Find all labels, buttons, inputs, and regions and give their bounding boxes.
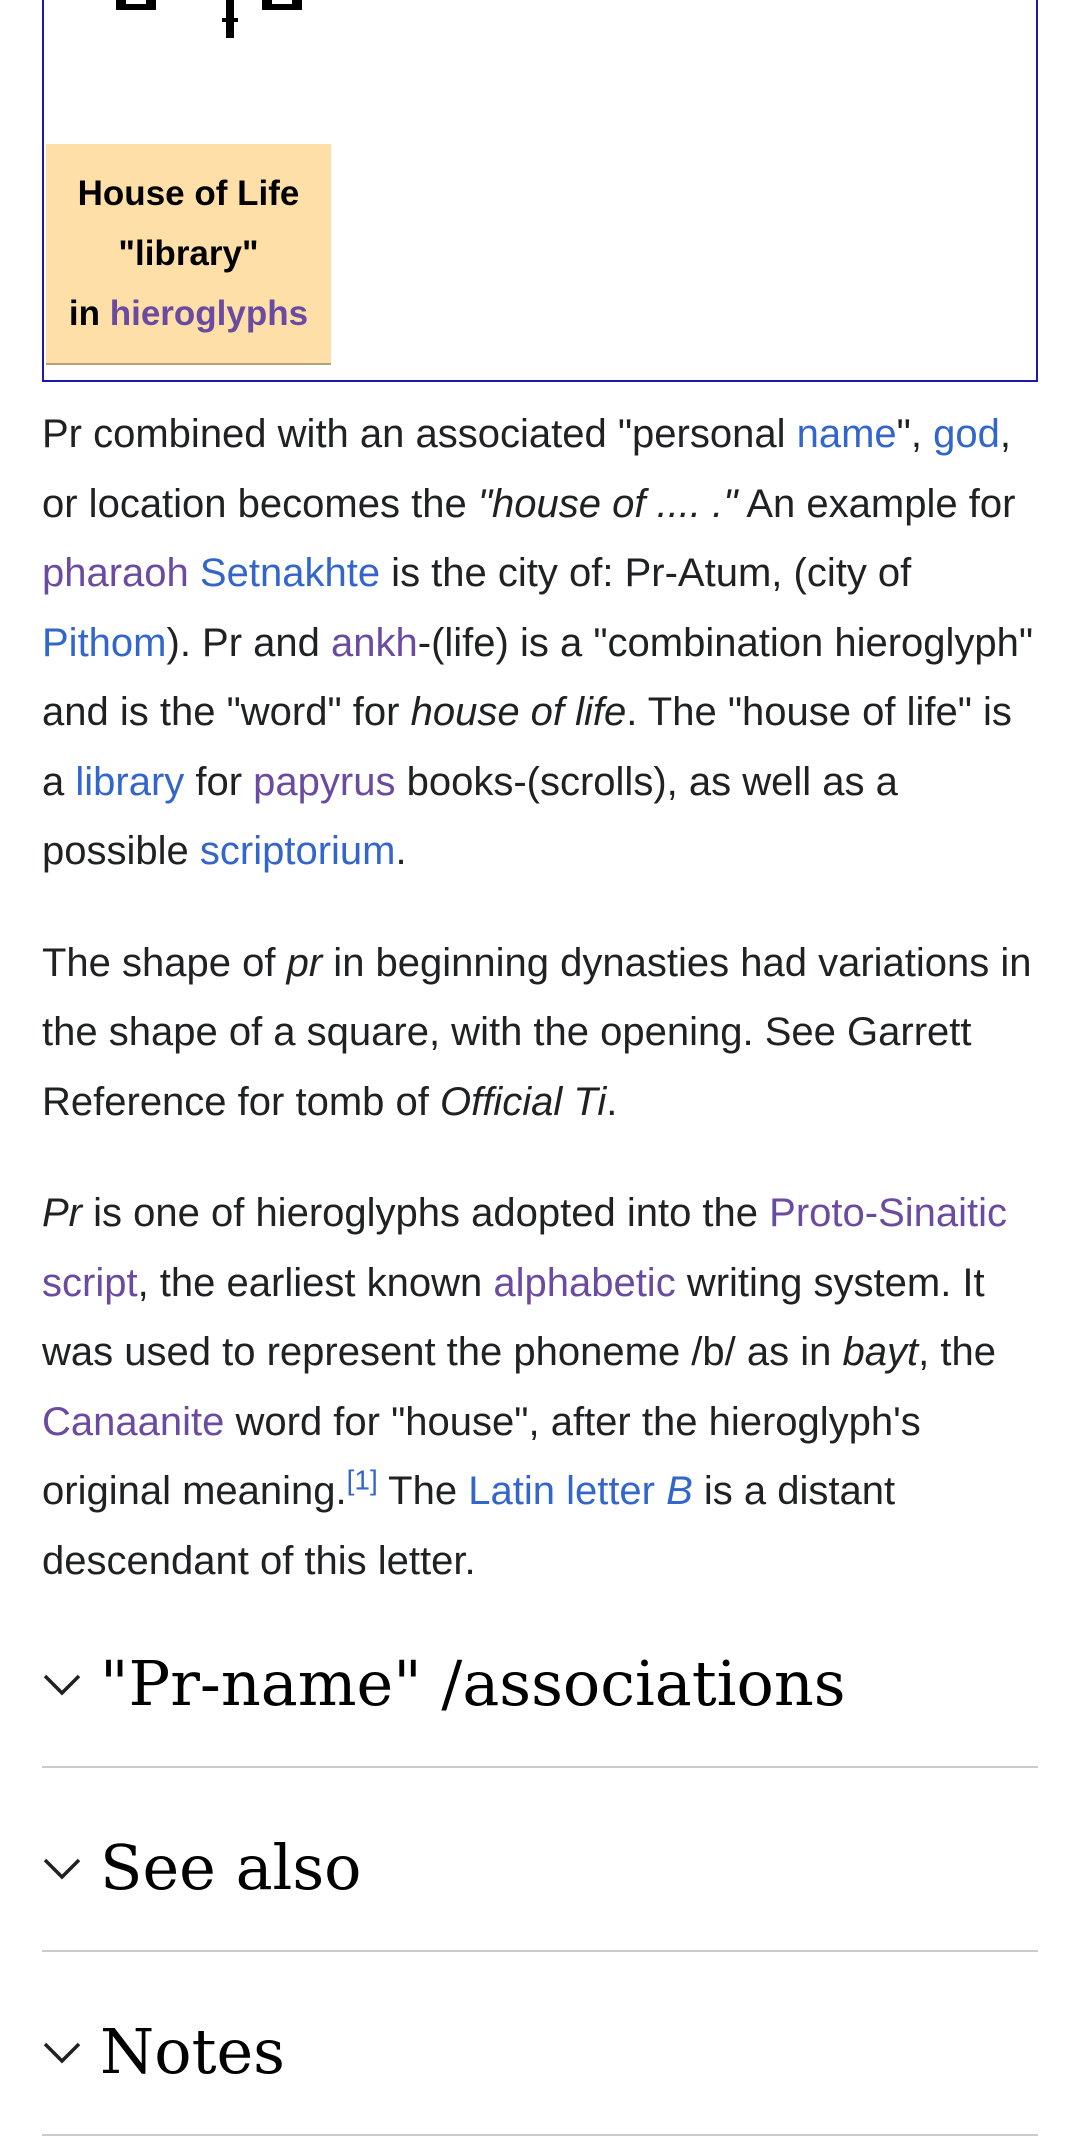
- caption-title: House of Life: [77, 174, 300, 213]
- scriptorium-link[interactable]: scriptorium: [199, 829, 396, 873]
- paragraph-shape-of-pr: [42, 929, 1042, 1138]
- text: for: [184, 759, 254, 804]
- text: ",: [896, 412, 922, 456]
- section-pr-name-associations[interactable]: [42, 1584, 1038, 1768]
- text: is the city of: Pr-Atum, (city of: [380, 551, 912, 595]
- italic-text: "house of .... .": [477, 481, 738, 526]
- text: , the: [918, 1330, 996, 1374]
- italic-text: Official Ti: [439, 1079, 607, 1124]
- text: in beginning dynasties had variations in the shape of a square, with the opening. See Garrett Reference for tomb of: [42, 940, 1032, 1124]
- god-link[interactable]: god: [933, 412, 1000, 456]
- text: The: [377, 1469, 469, 1513]
- text: books-(scrolls), as well as a possible: [42, 759, 898, 873]
- italic-text: house of life: [410, 690, 627, 734]
- text: -(life) is a "combination hieroglyph" and is the "word" for: [42, 620, 1034, 734]
- text: . The "house of life" is a: [42, 690, 1012, 804]
- hieroglyphs-link[interactable]: hieroglyphs: [109, 294, 309, 333]
- name-link[interactable]: name: [796, 412, 897, 456]
- italic-text: pr: [286, 940, 323, 985]
- text: , or location becomes the: [42, 412, 1011, 526]
- chevron-down-icon: [42, 2040, 82, 2066]
- text: is a distant descendant of this letter.: [42, 1469, 896, 1583]
- caption-script-line: [46, 284, 331, 344]
- caption-prefix: in: [68, 294, 110, 333]
- alphabetic-link[interactable]: alphabetic: [493, 1260, 676, 1305]
- section-heading: Notes: [100, 2015, 286, 2088]
- caption-subtitle: "library": [118, 234, 259, 273]
- infobox-caption: [46, 144, 331, 365]
- text: writing system. It was used to represent the phoneme /b/ as in: [42, 1260, 985, 1374]
- papyrus-link[interactable]: papyrus: [253, 759, 396, 804]
- text: .: [395, 829, 407, 873]
- link-text: Latin letter: [468, 1469, 667, 1513]
- pithom-link[interactable]: Pithom: [42, 620, 167, 665]
- section-heading: "Pr-name" /associations: [100, 1647, 846, 1720]
- pharaoh-link[interactable]: pharaoh: [42, 551, 189, 595]
- latin-letter-b-link[interactable]: [468, 1469, 693, 1513]
- text: , the earliest known: [137, 1260, 494, 1305]
- paragraph-proto-sinaitic: [42, 1179, 1042, 1596]
- text: The shape of: [42, 940, 287, 985]
- section-see-also[interactable]: [42, 1768, 1038, 1952]
- article-body: [42, 400, 1042, 1638]
- chevron-down-icon: [42, 1856, 82, 1882]
- text: An example for: [737, 481, 1016, 526]
- text: [189, 551, 200, 595]
- setnakhte-link[interactable]: Setnakhte: [199, 551, 381, 595]
- link-text-italic: B: [666, 1469, 693, 1513]
- italic-text: bayt: [842, 1330, 919, 1374]
- text: ). Pr and: [166, 620, 332, 665]
- section-heading: See also: [100, 1831, 362, 1904]
- text: .: [606, 1079, 618, 1124]
- section-notes[interactable]: [42, 1952, 1038, 2136]
- italic-text: Pr: [42, 1191, 82, 1235]
- ankh-link[interactable]: ankh: [331, 620, 418, 665]
- text: is one of hieroglyphs adopted into the: [82, 1191, 770, 1235]
- paragraph-pr-combined: [42, 400, 1042, 887]
- chevron-down-icon: [42, 1672, 82, 1698]
- text: Pr combined with an associated "personal: [42, 412, 797, 456]
- reference-1-link[interactable]: [1]: [346, 1464, 378, 1496]
- proto-sinaitic-script-link[interactable]: Proto-Sinaitic script: [42, 1191, 1008, 1305]
- library-link[interactable]: library: [75, 759, 185, 804]
- hieroglyph-infobox: [42, 0, 1038, 382]
- pr-hieroglyph-icon: [72, 0, 312, 44]
- canaanite-link[interactable]: Canaanite: [42, 1399, 225, 1444]
- text: word for "house", after the hieroglyph's original meaning.: [42, 1399, 921, 1513]
